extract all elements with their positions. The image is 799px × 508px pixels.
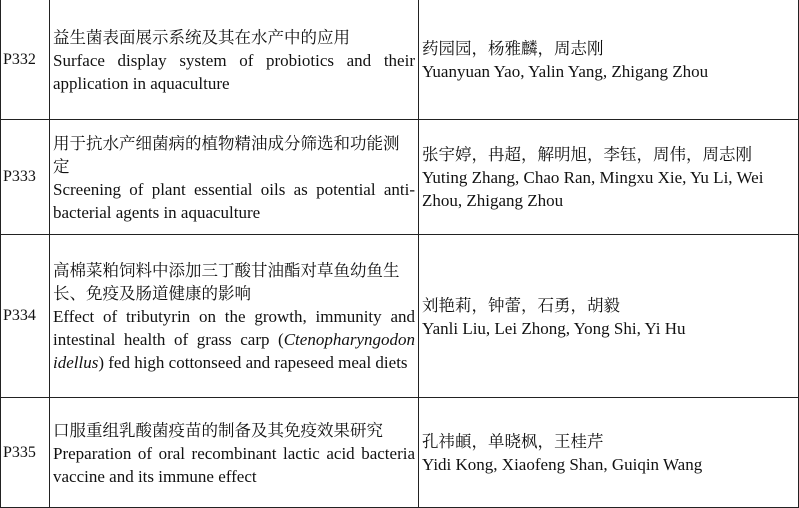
title-english-start: Effect of tributyrin on the growth, immunity and intestinal health of grass carp ( — [53, 307, 415, 349]
title-cell — [50, 398, 419, 508]
authors-cell — [419, 235, 799, 398]
authors-english: Yuting Zhang, Chao Ran, Mingxu Xie, Yu Li, Wei Zhou, Zhigang Zhou — [422, 168, 764, 210]
title-chinese: 益生菌表面展示系统及其在水产中的应用 — [53, 27, 350, 47]
authors-chinese: 刘艳莉，钟蕾，石勇，胡毅 — [422, 295, 620, 315]
title-english: Preparation of oral recombinant lactic acid bacteria vaccine and its immune effect — [53, 443, 415, 486]
table-row — [1, 120, 799, 235]
poster-id: P335 — [1, 398, 50, 508]
species-name: Ctenopharyngodon idellus — [53, 330, 415, 372]
poster-id: P334 — [1, 235, 50, 398]
title-chinese: 口服重组乳酸菌疫苗的制备及其免疫效果研究 — [53, 420, 383, 440]
title-chinese: 高棉菜粕饲料中添加三丁酸甘油酯对草鱼幼鱼生长、免疫及肠道健康的影响 — [53, 261, 400, 303]
title-chinese: 用于抗水产细菌病的植物精油成分筛选和功能测定 — [53, 133, 400, 176]
table-row — [1, 398, 799, 508]
table-row — [1, 235, 799, 398]
poster-id: P332 — [1, 0, 50, 120]
title-english: Screening of plant essential oils as potential anti-bacterial agents in aquaculture — [53, 179, 415, 222]
table-row — [1, 0, 799, 120]
title-cell — [50, 120, 419, 235]
authors-cell — [419, 398, 799, 508]
authors-english: Yidi Kong, Xiaofeng Shan, Guiqin Wang — [422, 455, 703, 474]
authors-cell — [419, 120, 799, 235]
title-english-end: ) fed high cottonseed and rapeseed meal diets — [98, 353, 408, 372]
authors-chinese: 孔祎頔，单晓枫，王桂芹 — [422, 432, 604, 451]
authors-chinese: 药园园，杨雅麟，周志刚 — [422, 39, 604, 58]
authors-chinese: 张宇婷，冉超，解明旭，李钰，周伟，周志刚 — [422, 145, 752, 164]
authors-cell — [419, 0, 799, 120]
title-english: Surface display system of probiotics and their application in aquaculture — [53, 50, 415, 93]
poster-id: P333 — [1, 120, 50, 235]
authors-english: Yuanyuan Yao, Yalin Yang, Zhigang Zhou — [422, 62, 709, 81]
title-cell — [50, 0, 419, 120]
authors-english: Yanli Liu, Lei Zhong, Yong Shi, Yi Hu — [422, 318, 686, 338]
title-english — [53, 305, 415, 374]
title-cell — [50, 235, 419, 398]
